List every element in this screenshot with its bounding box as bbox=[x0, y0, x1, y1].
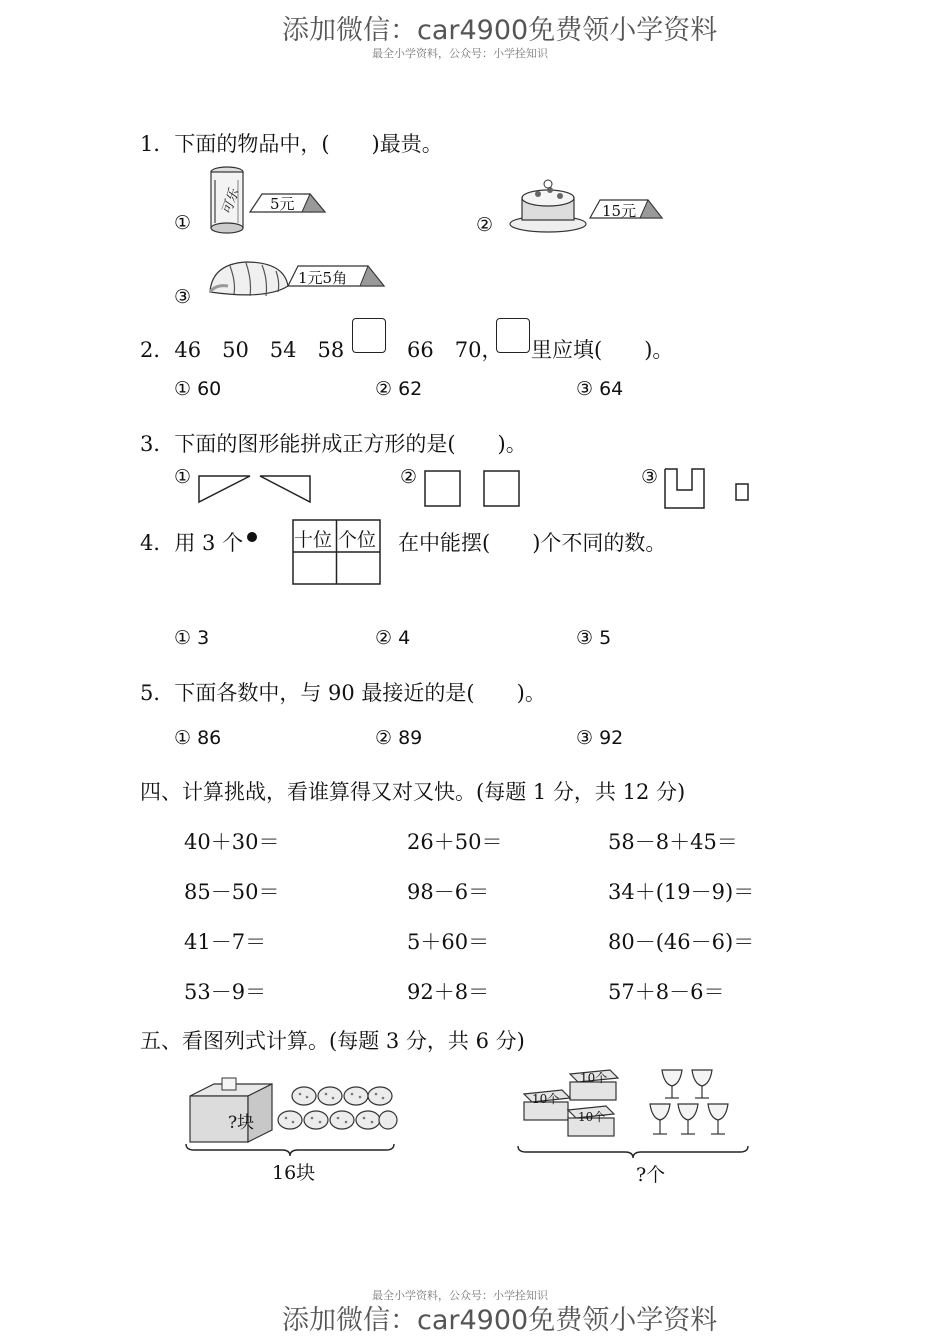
q2-opt3: ③ 64 bbox=[576, 378, 624, 400]
q5-opt3: ③ 92 bbox=[576, 727, 624, 749]
right-caption: ?个 bbox=[636, 1164, 666, 1186]
ones-header: 个位 bbox=[338, 529, 377, 551]
calc-r2-c2: 98－6＝ bbox=[407, 880, 490, 904]
calc-r3-c2: 5＋60＝ bbox=[407, 930, 490, 954]
q5-opt2: ② 89 bbox=[375, 727, 423, 749]
goblets-icon bbox=[648, 1068, 740, 1140]
right-brace bbox=[516, 1144, 750, 1160]
calc-r2-c1: 85－50＝ bbox=[184, 880, 280, 904]
cake-icon bbox=[508, 176, 590, 234]
bead-icon bbox=[246, 531, 258, 543]
q2-opt1: ① 60 bbox=[174, 378, 222, 400]
q5-opt1: ① 86 bbox=[174, 727, 222, 749]
can-text: 可乐 bbox=[219, 187, 243, 217]
section5-title: 五、看图列式计算。(每题 3 分，共 6 分) bbox=[140, 1029, 525, 1053]
q2-mid: 66 70， bbox=[407, 338, 503, 362]
header-watermark: 添加微信：car4900免费领小学资料 bbox=[282, 15, 718, 46]
calc-r4-c3: 57＋8－6＝ bbox=[608, 980, 725, 1004]
calc-r4-c2: 92＋8＝ bbox=[407, 980, 490, 1004]
bread-icon bbox=[206, 256, 292, 302]
q3-squares bbox=[424, 470, 524, 508]
calc-r3-c3: 80－(46－6)＝ bbox=[608, 930, 755, 954]
q4-opt2: ② 4 bbox=[375, 627, 411, 649]
calc-r3-c1: 41－7＝ bbox=[184, 930, 267, 954]
q2-blank-box-1 bbox=[352, 318, 386, 353]
q2-blank-box-2 bbox=[496, 318, 530, 353]
header-subline: 最全小学资料，公众号：小学拴知识 bbox=[372, 47, 548, 60]
q2-prefix: 2．46 50 54 58 bbox=[140, 338, 345, 362]
calc-r1-c2: 26＋50＝ bbox=[407, 830, 503, 854]
left-brace bbox=[184, 1142, 396, 1158]
crate-label-2: 10个 bbox=[532, 1092, 560, 1106]
q4-opt1: ① 3 bbox=[174, 627, 210, 649]
q4-opt3: ③ 5 bbox=[576, 627, 612, 649]
q1-opt2-mark: ② bbox=[476, 214, 494, 236]
left-caption: 16块 bbox=[272, 1162, 316, 1184]
tens-header: 十位 bbox=[294, 529, 333, 551]
calc-r4-c1: 53－9＝ bbox=[184, 980, 267, 1004]
q1-opt1-mark: ① bbox=[174, 212, 192, 234]
q5-stem: 5．下面各数中，与 90 最接近的是( )。 bbox=[140, 681, 546, 705]
q3-opt2-mark: ② bbox=[400, 466, 418, 488]
q1-opt3-price: 1元5角 bbox=[298, 269, 348, 287]
q2-suffix: 里应填( )。 bbox=[531, 338, 674, 362]
calc-r1-c3: 58－8＋45＝ bbox=[608, 830, 738, 854]
footer-subline: 最全小学资料，公众号：小学拴知识 bbox=[372, 1289, 548, 1302]
q3-opt1-mark: ① bbox=[174, 466, 192, 488]
box-label: ?块 bbox=[228, 1113, 255, 1133]
q1-opt2-price: 15元 bbox=[602, 202, 637, 220]
q2-opt2: ② 62 bbox=[375, 378, 423, 400]
crate-label-3: 10个 bbox=[578, 1110, 606, 1124]
calc-r1-c1: 40＋30＝ bbox=[184, 830, 280, 854]
footer-watermark: 添加微信：car4900免费领小学资料 bbox=[282, 1305, 718, 1336]
q3-notched-shapes bbox=[664, 468, 750, 510]
mooncakes-icon bbox=[276, 1084, 398, 1136]
q3-triangles bbox=[198, 474, 313, 504]
q1-opt1-price: 5元 bbox=[270, 195, 295, 213]
q1-opt3-mark: ③ bbox=[174, 286, 192, 308]
q4-suffix: 在中能摆( )个不同的数。 bbox=[398, 531, 667, 555]
section4-title: 四、计算挑战，看谁算得又对又快。(每题 1 分，共 12 分) bbox=[140, 780, 686, 804]
calc-r2-c3: 34＋(19－9)＝ bbox=[608, 880, 755, 904]
q1-stem: 1．下面的物品中，( )最贵。 bbox=[140, 132, 443, 156]
q4-prefix: 4．用 3 个 bbox=[140, 531, 244, 555]
q3-stem: 3．下面的图形能拼成正方形的是( )。 bbox=[140, 432, 527, 456]
crate-label-1: 10个 bbox=[580, 1071, 608, 1085]
q3-opt3-mark: ③ bbox=[641, 466, 659, 488]
